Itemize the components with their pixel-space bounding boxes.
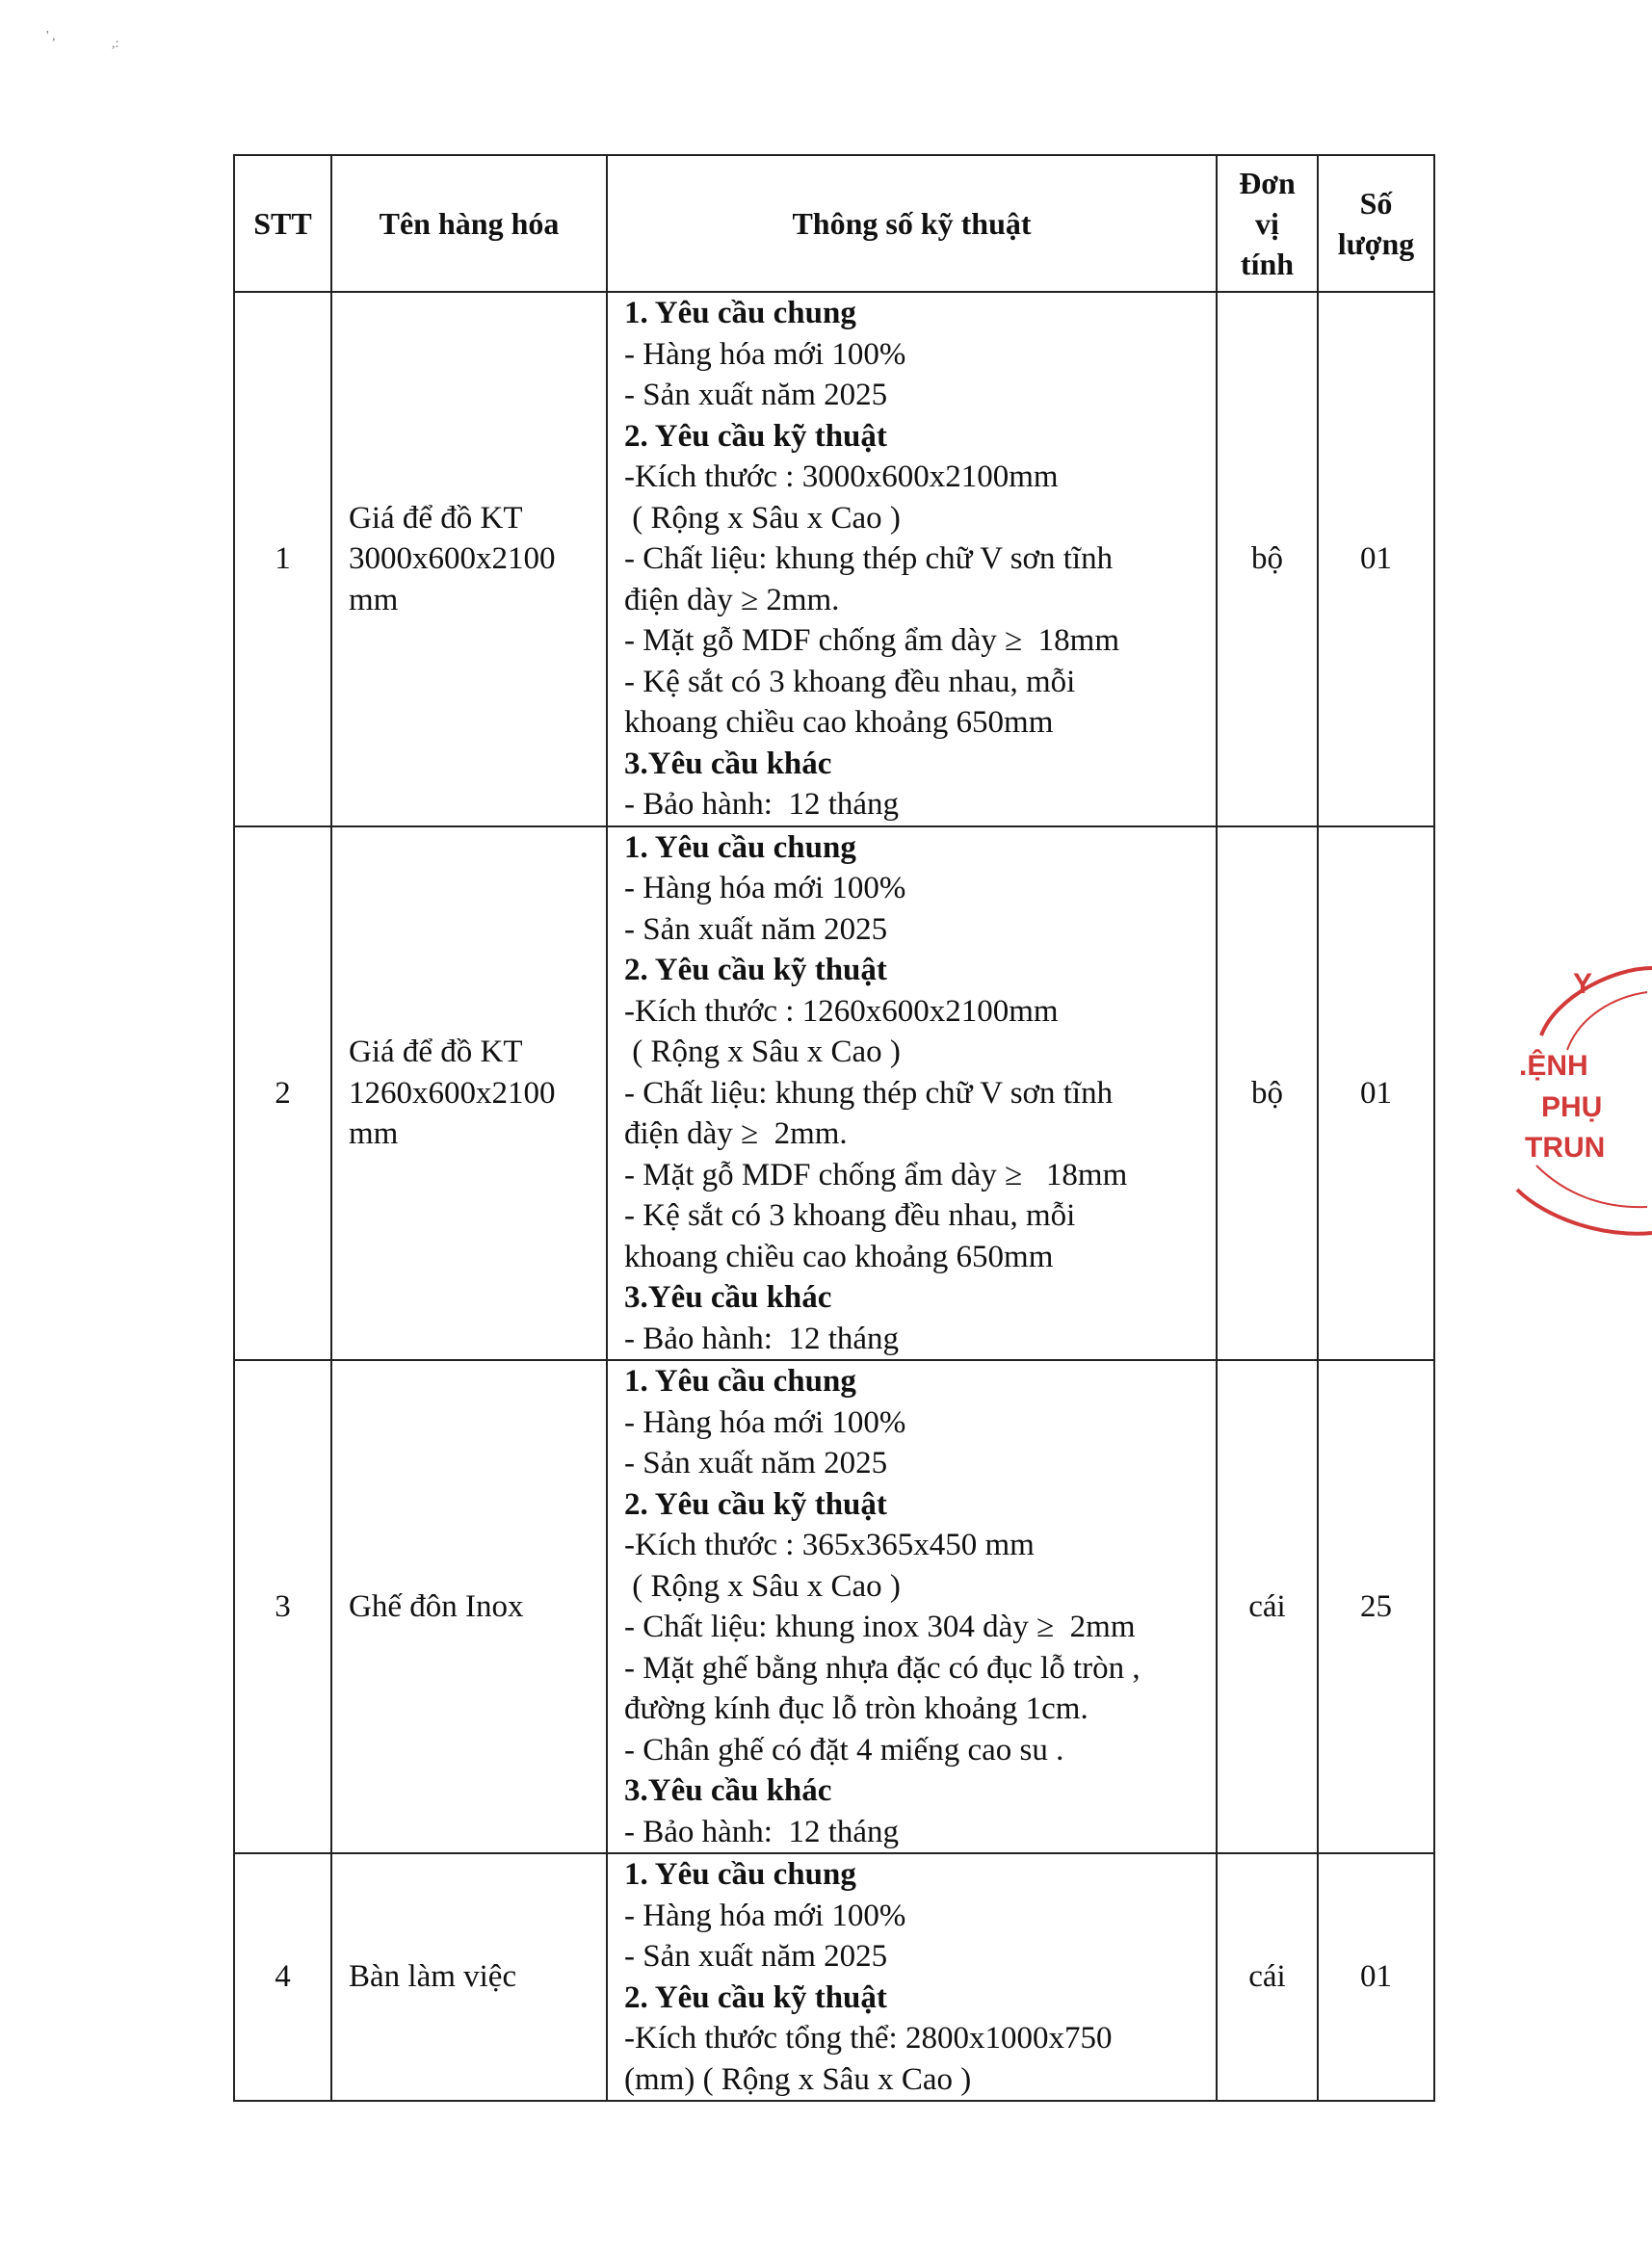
seal-text: .ỆNH <box>1519 1050 1588 1082</box>
seal-text: PHỤ <box>1541 1091 1603 1123</box>
spec-line: -Kích thước tổng thể: 2800x1000x750 <box>624 2021 1113 2056</box>
table-row <box>234 1853 1434 2101</box>
spec-line: - Sản xuất năm 2025 <box>624 911 888 947</box>
cell-unit: bộ <box>1217 292 1318 826</box>
item-name-line: 1260x600x2100 <box>349 1075 556 1111</box>
spec-line: - Chất liệu: khung thép chữ V sơn tĩnh <box>624 541 1114 576</box>
header-spec: Thông số kỹ thuật <box>607 155 1217 292</box>
spec-line: - Mặt ghế bằng nhựa đặc có đục lỗ tròn , <box>624 1650 1141 1686</box>
spec-section-heading: 3.Yêu cầu khác <box>624 746 832 781</box>
cell-spec <box>607 826 1217 1361</box>
cell-quantity: 01 <box>1318 1853 1434 2101</box>
header-unit-line: vị <box>1255 206 1279 241</box>
item-name-line: 3000x600x2100 <box>349 541 556 576</box>
spec-section-heading: 2. Yêu cầu kỹ thuật <box>624 1979 887 2015</box>
header-qty <box>1318 155 1434 292</box>
header-unit-line: tính <box>1240 247 1295 281</box>
cell-item-name <box>331 826 607 1361</box>
item-name-line: Bàn làm việc <box>349 1959 517 1995</box>
cell-unit: cái <box>1217 1360 1318 1853</box>
item-name-line: mm <box>349 582 399 617</box>
goods-spec-table <box>233 154 1435 2102</box>
spec-line: - Sản xuất năm 2025 <box>624 378 888 412</box>
cell-stt: 2 <box>234 826 331 1361</box>
spec-line: - Sản xuất năm 2025 <box>624 1446 888 1480</box>
header-unit <box>1217 155 1318 292</box>
item-name-line: mm <box>349 1116 399 1151</box>
spec-line: - Mặt gỗ MDF chống ẩm dày ≥ 18mm <box>624 1157 1128 1192</box>
spec-line: - Mặt gỗ MDF chống ẩm dày ≥ 18mm <box>624 623 1119 658</box>
cell-unit: bộ <box>1217 826 1318 1361</box>
spec-line: -Kích thước : 3000x600x2100mm <box>624 459 1059 494</box>
cell-stt: 3 <box>234 1360 331 1853</box>
cell-stt: 1 <box>234 292 331 826</box>
spec-line: điện dày ≥ 2mm. <box>624 582 840 617</box>
spec-section-heading: 2. Yêu cầu kỹ thuật <box>624 1486 887 1522</box>
spec-line: - Hàng hóa mới 100% <box>624 1898 906 1933</box>
spec-line: - Sản xuất năm 2025 <box>624 1939 888 1974</box>
spec-line: ( Rộng x Sâu x Cao ) <box>624 1035 901 1069</box>
spec-section-heading: 2. Yêu cầu kỹ thuật <box>624 953 887 987</box>
header-stt: STT <box>234 155 331 292</box>
table-body <box>234 292 1434 2101</box>
spec-line: (mm) ( Rộng x Sâu x Cao ) <box>624 2061 972 2097</box>
red-seal-stamp <box>1498 958 1652 1247</box>
spec-line: đường kính đục lỗ tròn khoảng 1cm. <box>624 1691 1088 1726</box>
spec-line: - Hàng hóa mới 100% <box>624 336 906 372</box>
header-unit-line: Đơn <box>1239 166 1296 200</box>
item-name-line: Giá để đồ KT <box>349 1035 523 1069</box>
cell-item-name <box>331 292 607 826</box>
spec-section-heading: 3.Yêu cầu khác <box>624 1773 832 1808</box>
spec-line: - Chất liệu: khung thép chữ V sơn tĩnh <box>624 1075 1114 1111</box>
spec-line: - Hàng hóa mới 100% <box>624 871 906 905</box>
cell-unit: cái <box>1217 1853 1318 2101</box>
spec-line: - Chân ghế có đặt 4 miếng cao su . <box>624 1732 1064 1768</box>
spec-line: - Kệ sắt có 3 khoang đều nhau, mỗi <box>624 664 1076 699</box>
spec-line: - Chất liệu: khung inox 304 dày ≥ 2mm <box>624 1610 1136 1644</box>
spec-section-heading: 1. Yêu cầu chung <box>624 1364 856 1399</box>
scan-mark-left: ' , <box>46 29 56 43</box>
table-row <box>234 1360 1434 1853</box>
spec-line: điện dày ≥ 2mm. <box>624 1116 848 1151</box>
table-row <box>234 292 1434 826</box>
spec-line: khoang chiều cao khoảng 650mm <box>624 705 1054 740</box>
spec-line: - Bảo hành: 12 tháng <box>624 1814 900 1849</box>
table-row <box>234 826 1434 1361</box>
cell-stt: 4 <box>234 1853 331 2101</box>
spec-line: -Kích thước : 1260x600x2100mm <box>624 993 1059 1029</box>
spec-line: ( Rộng x Sâu x Cao ) <box>624 1568 901 1604</box>
scan-mark-right: ,: <box>112 37 119 51</box>
header-qty-line: lượng <box>1337 226 1415 261</box>
spec-line: - Bảo hành: 12 tháng <box>624 1321 900 1356</box>
table-header-row <box>234 155 1434 292</box>
cell-spec <box>607 1853 1217 2101</box>
header-qty-line: Số <box>1359 186 1393 221</box>
cell-spec <box>607 1360 1217 1853</box>
header-name: Tên hàng hóa <box>331 155 607 292</box>
seal-text: Y <box>1573 968 1593 1000</box>
spec-line: - Bảo hành: 12 tháng <box>624 787 900 822</box>
spec-line: khoang chiều cao khoảng 650mm <box>624 1239 1054 1274</box>
spec-line: -Kích thước : 365x365x450 mm <box>624 1528 1035 1562</box>
spec-section-heading: 1. Yêu cầu chung <box>624 829 856 865</box>
cell-item-name <box>331 1853 607 2101</box>
spec-section-heading: 2. Yêu cầu kỹ thuật <box>624 418 887 454</box>
cell-quantity: 01 <box>1318 826 1434 1361</box>
spec-line: - Kệ sắt có 3 khoang đều nhau, mỗi <box>624 1198 1076 1233</box>
item-name-line: Ghế đôn Inox <box>349 1588 524 1624</box>
seal-text: TRUN <box>1525 1132 1606 1164</box>
cell-spec <box>607 292 1217 826</box>
spec-section-heading: 1. Yêu cầu chung <box>624 1857 856 1892</box>
cell-quantity: 25 <box>1318 1360 1434 1853</box>
item-name-line: Giá để đồ KT <box>349 500 523 536</box>
spec-section-heading: 3.Yêu cầu khác <box>624 1280 832 1315</box>
spec-line: - Hàng hóa mới 100% <box>624 1404 906 1440</box>
cell-item-name <box>331 1360 607 1853</box>
cell-quantity: 01 <box>1318 292 1434 826</box>
spec-line: ( Rộng x Sâu x Cao ) <box>624 500 901 536</box>
spec-section-heading: 1. Yêu cầu chung <box>624 296 856 330</box>
